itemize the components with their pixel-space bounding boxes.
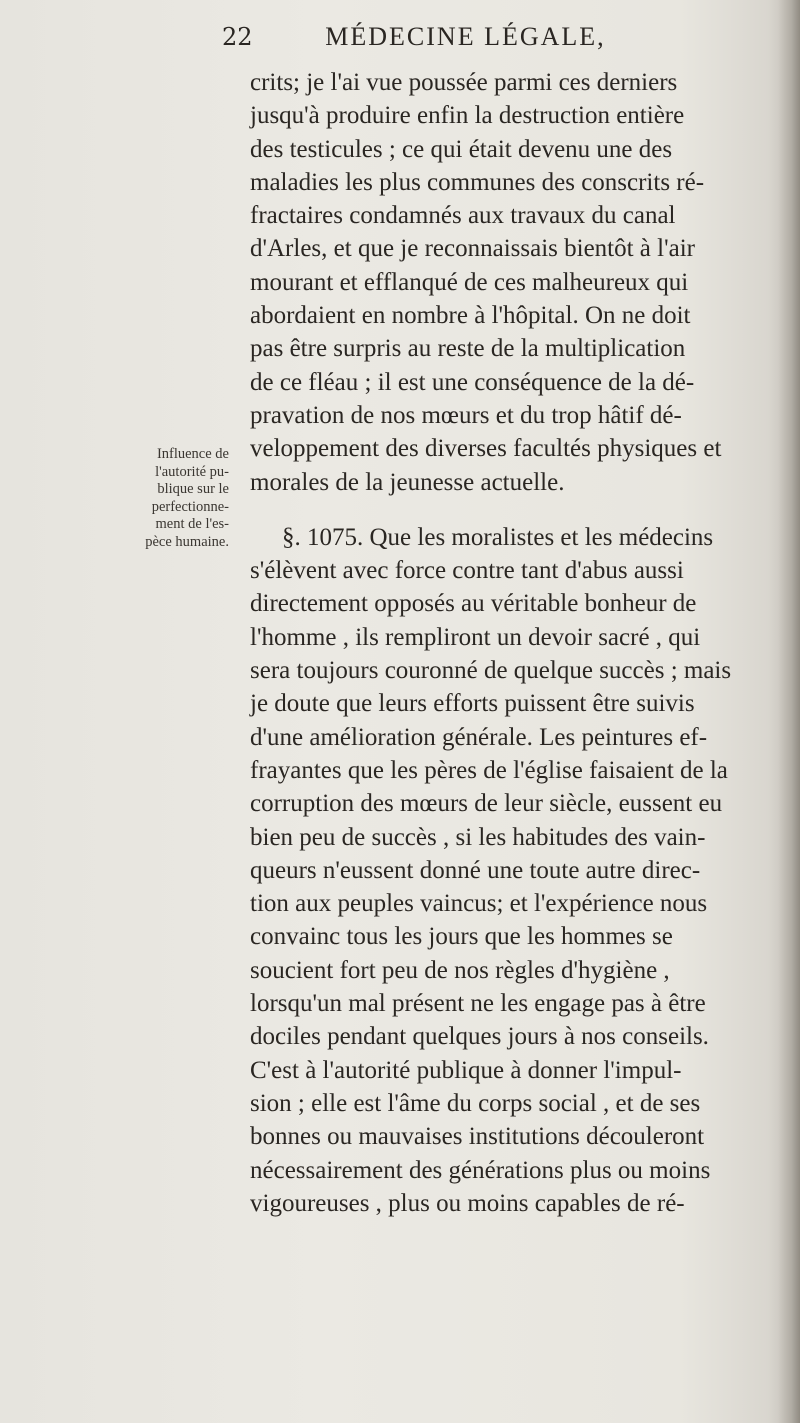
text-line: abordaient en nombre à l'hôpital. On ne doit — [250, 302, 691, 330]
paragraph-2 — [250, 521, 768, 1220]
text-line: bien peu de succès , si les habitudes des vain- — [250, 823, 706, 851]
margin-note-line: ment de l'es- — [155, 516, 229, 533]
text-line: C'est à l'autorité publique à donner l'impul- — [250, 1056, 682, 1084]
text-line: lorsqu'un mal présent ne les engage pas à être — [250, 990, 706, 1018]
margin-note-line: perfectionne- — [151, 498, 229, 515]
text-line: des testicules ; ce qui était devenu une des — [250, 135, 673, 163]
text-line: corruption des mœurs de leur siècle, eussent eu — [250, 790, 723, 818]
margin-note — [4, 446, 229, 552]
paragraph-gap — [250, 499, 768, 521]
text-line: queurs n'eussent donné une toute autre direc- — [250, 856, 701, 884]
text-line: je doute que leurs efforts puissent être suivis — [250, 690, 695, 718]
text-line: fractaires condamnés aux travaux du canal — [250, 202, 676, 230]
margin-note-line: Influence de — [156, 446, 229, 462]
text-line: dociles pendant quelques jours à nos conseils. — [250, 1023, 709, 1051]
text-line: d'une amélioration générale. Les peintures ef- — [250, 723, 708, 751]
text-line: morales de la jeunesse actuelle. — [250, 468, 565, 496]
text-line: de ce fléau ; il est une conséquence de la dé- — [250, 368, 695, 396]
text-line: frayantes que les pères de l'église faisaient de la — [250, 756, 728, 784]
section-1075-opening-line: §. 1075. Que les moralistes et les médecins — [282, 523, 714, 551]
text-line: pas être surpris au reste de la multiplication — [250, 335, 686, 363]
text-line: sion ; elle est l'âme du corps social , et de ses — [250, 1089, 701, 1117]
text-line: pravation de nos mœurs et du trop hâtif dé- — [250, 401, 682, 429]
text-line: soucient fort peu de nos règles d'hygiène , — [250, 956, 670, 984]
text-line: tion aux peuples vaincus; et l'expérience nous — [250, 890, 708, 918]
page-edge-shadow — [778, 0, 800, 1423]
body-text — [250, 66, 768, 1220]
text-line: s'élèvent avec force contre tant d'abus aussi — [250, 557, 684, 585]
text-line: maladies les plus communes des conscrits ré- — [250, 168, 705, 196]
text-line: convainc tous les jours que les hommes se — [250, 923, 673, 951]
margin-note-line: blique sur le — [157, 481, 229, 498]
margin-note-line: pèce humaine. — [145, 533, 229, 550]
text-line: jusqu'à produire enfin la destruction entière — [250, 102, 685, 130]
margin-note-line: l'autorité pu- — [155, 463, 229, 480]
text-line: directement opposés au véritable bonheur de — [250, 590, 697, 618]
text-line: mourant et efflanqué de ces malheureux qui — [250, 268, 689, 296]
text-line: bonnes ou mauvaises institutions découleront — [250, 1123, 705, 1151]
running-title: MÉDECINE LÉGALE, — [325, 22, 606, 51]
text-line: sera toujours couronné de quelque succès ; mais — [250, 657, 732, 685]
text-line: crits; je l'ai vue poussée parmi ces derniers — [250, 69, 678, 96]
text-line: nécessairement des générations plus ou moins — [250, 1156, 711, 1184]
text-line: veloppement des diverses facultés physiques et — [250, 435, 722, 463]
page-number: 22 — [222, 23, 253, 51]
text-line: l'homme , ils rempliront un devoir sacré , qui — [250, 623, 701, 651]
paragraph-1 — [250, 66, 768, 499]
text-line: d'Arles, et que je reconnaissais bientôt à l'air — [250, 235, 695, 263]
running-header — [222, 22, 722, 52]
text-line: vigoureuses , plus ou moins capables de ré- — [250, 1189, 685, 1217]
